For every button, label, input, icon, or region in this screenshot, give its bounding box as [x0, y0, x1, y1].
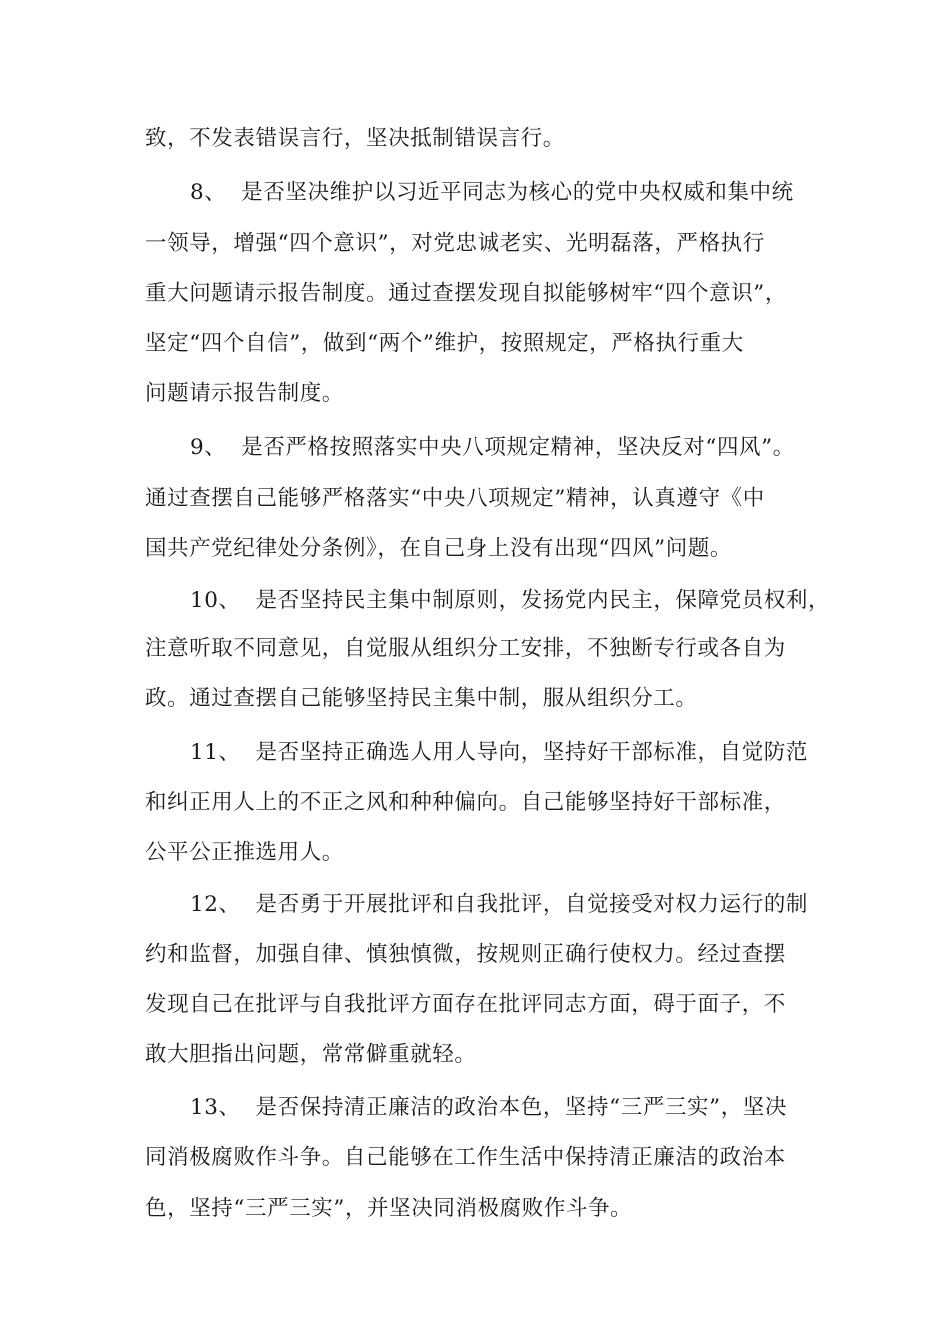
text-line: 重大问题请示报告制度。通过查摆发现自拟能够树牢“四个意识”， — [145, 281, 787, 306]
item-11-start: 11、 是否坚持正确选人用人导向，坚持好干部标准，自觉防范 — [190, 740, 809, 765]
text-line: 坚定“四个自信”，做到“两个”维护，按照规定，严格执行重大 — [145, 331, 744, 356]
text-line: 公平公正推选用人。 — [145, 840, 344, 865]
text-line: 敢大胆指出问题，常常僻重就轻。 — [145, 1042, 477, 1067]
item-9-start: 9、 是否严格按照落实中央八项规定精神，坚决反对“四风”。 — [190, 435, 795, 460]
text-line: 通过查摆自己能够严格落实“中央八项规定”精神，认真遵守《中 — [145, 486, 765, 511]
text-line: 约和监督，加强自律、慎独慎微，按规则正确行使权力。经过查摆 — [145, 942, 786, 967]
text-line: 同消极腐败作斗争。自己能够在工作生活中保持清正廉洁的政治本 — [145, 1145, 786, 1170]
text-line: 发现自己在批评与自我批评方面存在批评同志方面，碍于面子，不 — [145, 992, 786, 1017]
text-line: 注意听取不同意见，自觉服从组织分工安排，不独断专行或各自为 — [145, 636, 786, 661]
text-line: 和纠正用人上的不正之风和种种偏向。自己能够坚持好干部标准， — [145, 790, 786, 815]
text-line: 政。通过查摆自己能够坚持民主集中制，服从组织分工。 — [145, 686, 698, 711]
item-10-start: 10、 是否坚持民主集中制原则，发扬党内民主，保障党员权利， — [190, 588, 831, 613]
text-line: 一领导，增强“四个意识”，对党忠诚老实、光明磊落，严格执行 — [145, 231, 765, 256]
item-13-start: 13、 是否保持清正廉洁的政治本色，坚持“三严三实”，坚决 — [190, 1095, 788, 1120]
text-line: 色，坚持“三严三实”，并坚决同消极腐败作斗争。 — [145, 1196, 633, 1221]
item-8-start: 8、 是否坚决维护以习近平同志为核心的党中央权威和集中统 — [190, 180, 794, 205]
text-line: 国共产党纪律处分条例》，在自己身上没有出现“四风”问题。 — [145, 536, 733, 561]
text-line: 致，不发表错误言行，坚决抵制错误言行。 — [145, 126, 565, 151]
text-line: 问题请示报告制度。 — [145, 381, 344, 406]
item-12-start: 12、 是否勇于开展批评和自我批评，自觉接受对权力运行的制 — [190, 892, 809, 917]
